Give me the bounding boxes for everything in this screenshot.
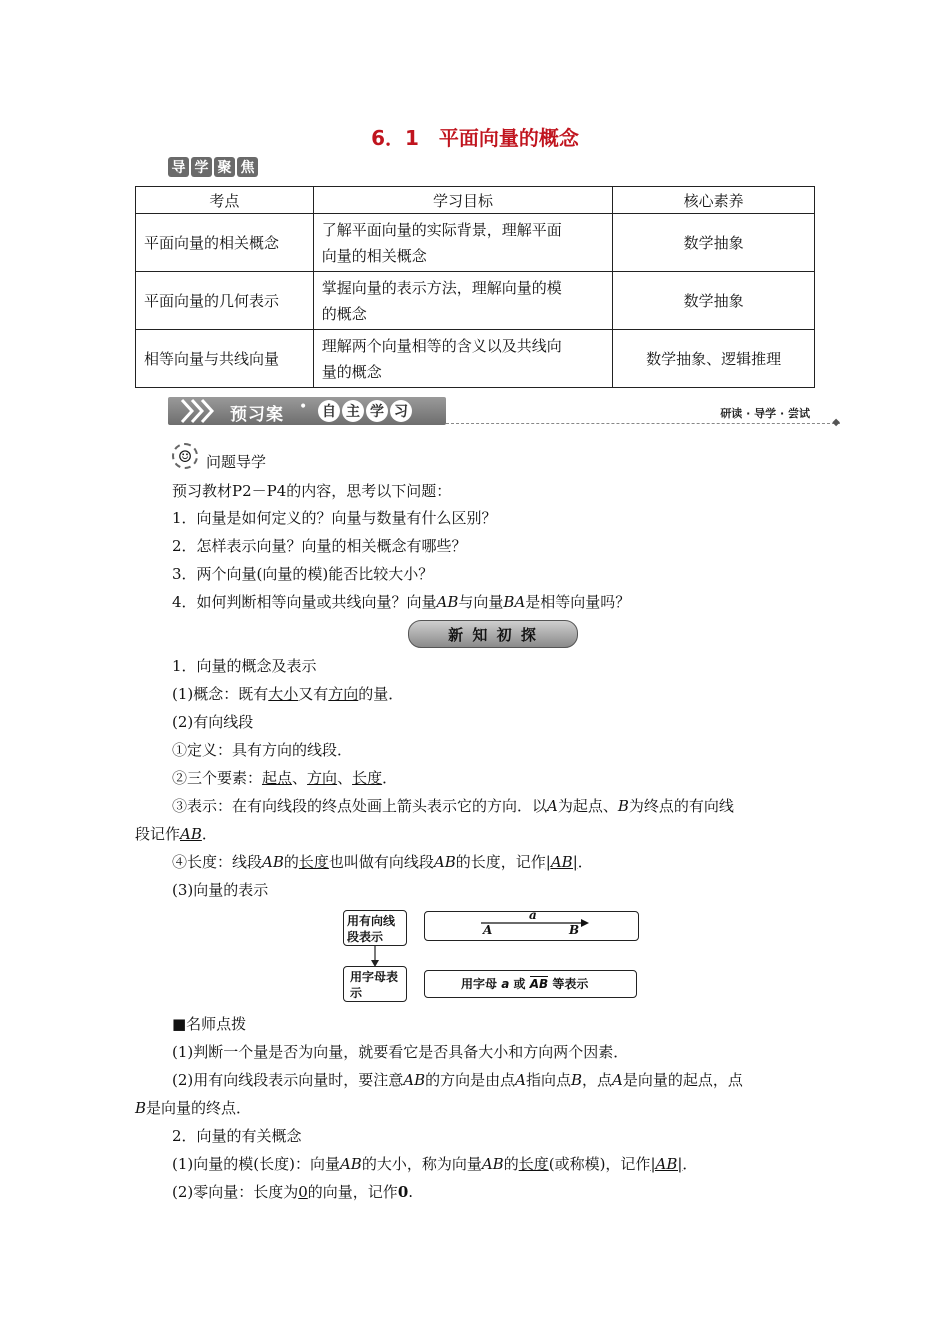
underlined-term: 0 — [298, 1183, 308, 1201]
guide-question — [172, 588, 630, 616]
guide-heading: 问题导学 — [206, 453, 267, 471]
vector-ab: AB — [180, 825, 202, 843]
underlined-term: 方向 — [307, 769, 338, 787]
cell-goal — [313, 272, 613, 330]
goal-line: 理解两个向量相等的含义以及共线向 — [321, 336, 562, 355]
text: 是向量的起点，点 — [622, 1071, 743, 1089]
cell-skill: 数学抽象 — [613, 272, 815, 330]
cell-topic: 平面向量的相关概念 — [136, 214, 314, 272]
paragraph: (1)判断一个量是否为向量，就要看它是否具备大小和方向两个因素． — [172, 1043, 629, 1061]
vector-ab: AB — [433, 853, 456, 871]
vector-ab: AB — [436, 593, 459, 611]
goal-line: 掌握向量的表示方法，理解向量的模 — [321, 278, 562, 297]
new-knowledge-banner: 新 知 初 探 — [408, 620, 578, 648]
paragraph — [135, 820, 217, 848]
paragraph — [172, 792, 734, 820]
goal-line: 的概念 — [321, 304, 367, 323]
text: 的长度，记作 — [455, 853, 546, 871]
segment-ab: AB — [262, 853, 284, 871]
paragraph — [172, 1150, 697, 1178]
paragraph — [172, 848, 593, 876]
text: 的 — [503, 1155, 519, 1173]
text: 为起点、 — [557, 797, 618, 815]
header-goal: 学习目标 — [313, 187, 613, 214]
page-title: 6．1 平面向量的概念 — [371, 126, 579, 150]
diagram-box-segment: 用有向线段表示 — [343, 910, 407, 946]
cell-topic: 相等向量与共线向量 — [136, 330, 314, 388]
text: 、 — [292, 769, 308, 787]
header-topic: 考点 — [136, 187, 314, 214]
text: 的量． — [358, 685, 404, 703]
point-b: B — [570, 1071, 583, 1089]
vector-magnitude: |AB| — [545, 853, 578, 871]
section-heading: 2．向量的有关概念 — [172, 1127, 302, 1145]
badge-char: 焦 — [237, 157, 258, 177]
vector-magnitude: |AB| — [650, 1155, 683, 1173]
diagram-box-letter: 用字母表示 — [343, 966, 407, 1002]
text: 4．如何判断相等向量或共线向量？向量 — [172, 593, 437, 611]
badge-char: 导 — [168, 157, 189, 177]
point-b: B — [617, 797, 629, 815]
paragraph: ①定义：具有方向的线段． — [172, 741, 353, 759]
point-b: B — [135, 1099, 147, 1117]
underlined-term: 长度 — [298, 853, 329, 871]
text: . — [408, 1183, 414, 1201]
vector-letter-a: a — [501, 977, 510, 991]
paragraph — [172, 680, 403, 708]
text: ． — [201, 825, 217, 843]
guide-question: 3．两个向量(向量的模)能否比较大小？ — [172, 565, 434, 583]
underlined-term: 长度 — [352, 769, 383, 787]
table-header-row — [136, 187, 815, 214]
ring-char: 习 — [390, 400, 412, 422]
guide-question: 1．向量是如何定义的？向量与数量有什么区别？ — [172, 509, 497, 527]
text: (2)用有向线段表示向量时，要注意 — [172, 1071, 404, 1089]
banner-background — [168, 397, 446, 425]
section-heading: 1．向量的概念及表示 — [172, 657, 317, 675]
text: 与向量 — [458, 593, 504, 611]
point-a: A — [515, 1071, 526, 1089]
vector-ab: AB — [339, 1155, 362, 1173]
vector-ab: AB — [529, 977, 549, 991]
ring-char: 自 — [318, 400, 340, 422]
banner-ring-group — [318, 400, 412, 422]
text: 也叫做有向线段 — [328, 853, 434, 871]
vector-ba: BA — [503, 593, 526, 611]
point-label-a: A — [483, 923, 493, 937]
goal-line: 向量的相关概念 — [321, 246, 427, 265]
text: (或称模)，记作 — [548, 1155, 651, 1173]
text: 或 — [513, 977, 526, 991]
table-row — [136, 272, 815, 330]
guide-intro: 预习教材P2－P4的内容，思考以下问题： — [172, 482, 452, 500]
text: 指向点 — [525, 1071, 571, 1089]
diagram-box-letter-desc — [424, 970, 637, 998]
text: 等表示 — [552, 977, 589, 991]
vector-ab: AB — [403, 1071, 426, 1089]
text: 是向量的终点． — [146, 1099, 252, 1117]
text: 用字母 — [461, 977, 498, 991]
paragraph — [135, 1094, 251, 1122]
text: ． — [577, 853, 593, 871]
guide-question: 2．怎样表示向量？向量的相关概念有哪些？ — [172, 537, 467, 555]
vector-label-a: a — [529, 908, 537, 922]
text: 的方向是由点 — [425, 1071, 516, 1089]
guide-focus-badges — [168, 157, 258, 177]
text: 又有 — [298, 685, 329, 703]
ring-char: 学 — [366, 400, 388, 422]
text: ． — [382, 769, 398, 787]
chevrons-icon — [174, 397, 234, 425]
table-row — [136, 330, 815, 388]
text: 、 — [337, 769, 353, 787]
banner-title: 预习案 — [230, 405, 284, 425]
badge-char: 学 — [191, 157, 212, 177]
learning-goals-table — [135, 186, 815, 388]
text: (1)向量的模(长度)：向量 — [172, 1155, 340, 1173]
paragraph — [172, 764, 397, 792]
ring-char: 主 — [342, 400, 364, 422]
badge-char: 聚 — [214, 157, 235, 177]
paragraph: (3)向量的表示 — [172, 881, 269, 899]
smiley-icon: ☺ — [172, 443, 198, 469]
text: 是相等向量吗？ — [525, 593, 631, 611]
paragraph: (2)有向线段 — [172, 713, 254, 731]
text: (1)概念：既有 — [172, 685, 269, 703]
text: ②三个要素： — [172, 769, 263, 787]
vector-ab: AB — [481, 1155, 504, 1173]
text: 的向量，记作 — [307, 1183, 398, 1201]
cell-goal — [313, 214, 613, 272]
underlined-term: 长度 — [518, 1155, 549, 1173]
banner-divider — [446, 423, 840, 424]
text: ④长度：线段 — [172, 853, 263, 871]
text: ③表示：在有向线段的终点处画上箭头表示它的方向．以 — [172, 797, 548, 815]
preview-section-banner — [168, 397, 840, 427]
underlined-term: 大小 — [268, 685, 299, 703]
text: 的大小，称为向量 — [361, 1155, 482, 1173]
paragraph — [172, 1066, 743, 1094]
cell-topic: 平面向量的几何表示 — [136, 272, 314, 330]
tip-heading: ■名师点拨 — [172, 1015, 247, 1033]
cell-skill: 数学抽象、逻辑推理 — [613, 330, 815, 388]
point-a: A — [612, 1071, 623, 1089]
diagram-box-arrow — [424, 908, 639, 941]
text: (2)零向量：长度为 — [172, 1183, 299, 1201]
paragraph — [172, 1178, 413, 1206]
underlined-term: 起点 — [262, 769, 293, 787]
point-a: A — [547, 797, 558, 815]
goal-line: 量的概念 — [321, 362, 382, 381]
diamond-icon: ◆ — [832, 417, 840, 428]
text: 的 — [283, 853, 299, 871]
header-skill: 核心素养 — [613, 187, 815, 214]
text: 段记作 — [135, 825, 181, 843]
down-arrow-icon — [367, 946, 387, 968]
banner-dot: • — [299, 399, 308, 415]
point-label-b: B — [569, 923, 580, 937]
cell-skill: 数学抽象 — [613, 214, 815, 272]
text: ． — [682, 1155, 698, 1173]
underlined-term: 方向 — [328, 685, 359, 703]
zero-vector-symbol: 0 — [397, 1183, 409, 1201]
text: ，点 — [582, 1071, 613, 1089]
table-row — [136, 214, 815, 272]
text: 为终点的有向线 — [628, 797, 734, 815]
goal-line: 了解平面向量的实际背景，理解平面 — [321, 220, 562, 239]
banner-subtitle: 研读 · 导学 · 尝试 — [720, 407, 810, 420]
cell-goal — [313, 330, 613, 388]
